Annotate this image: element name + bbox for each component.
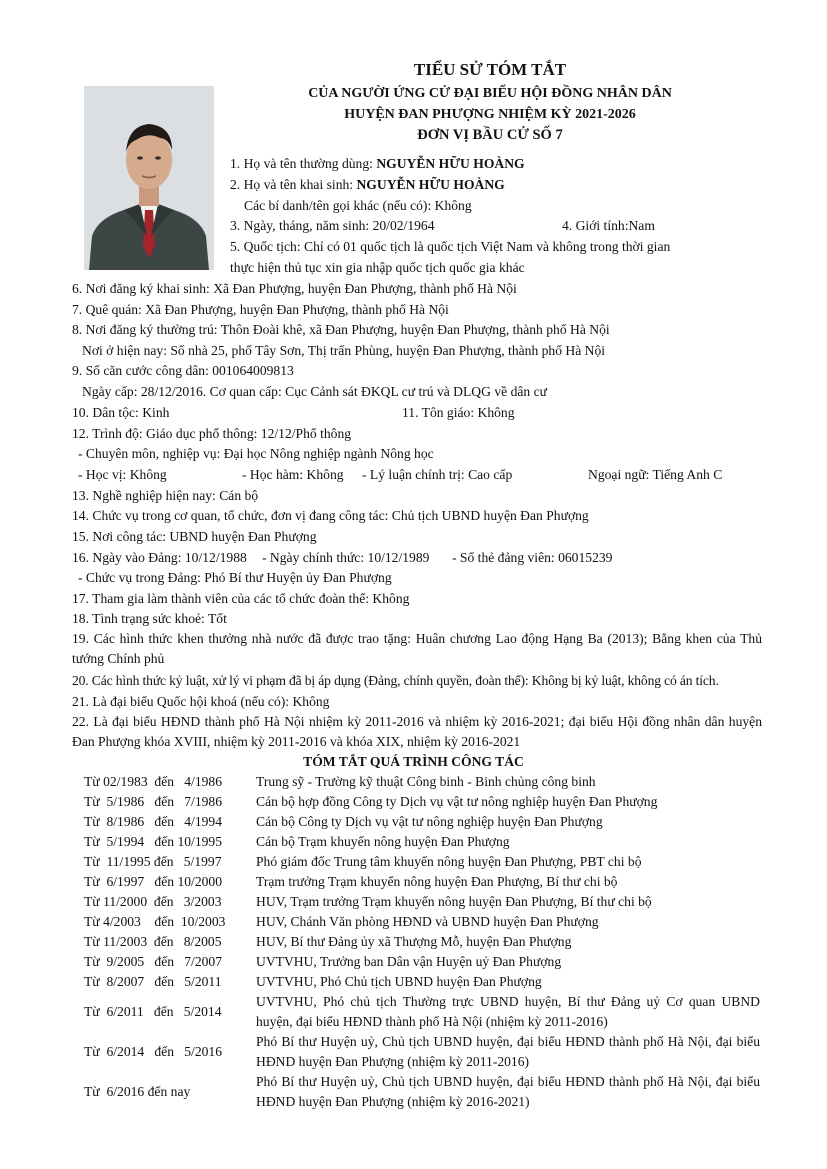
specialty: - Chuyên môn, nghiệp vụ: Đại học Nông nghiệp ngành Nông học [78,446,434,461]
table-row [84,892,760,912]
birth-name-row [230,175,505,195]
ethnicity: 10. Dân tộc: Kinh [72,405,170,420]
common-name-label: 1. Họ và tên thường dùng: [230,156,377,171]
birth-name-label: 2. Họ và tên khai sinh: [230,177,357,192]
birth-name-value: NGUYỄN HỮU HOÀNG [356,177,505,192]
discipline: 20. Các hình thức kỷ luật, xử lý vi phạm đã bị áp dụng (Đảng, chính quyền, đoàn thể): Không bị kỷ luật, không có án tích. [72,673,719,688]
subtitle-line-3: ĐƠN VỊ BẦU CỬ SỐ 7 [417,127,563,143]
work-description: Phó Bí thư Huyện uỷ, Chủ tịch UBND huyện, đại biểu HĐND thành phố Hà Nội, đại biểu HĐND huyện Đan Phượng (nhiệm kỳ 2011-2016) [256,1034,760,1069]
work-description: HUV, Chánh Văn phòng HĐND và UBND huyện Đan Phượng [256,914,599,929]
work-description: UVTVHU, Phó chủ tịch Thường trực UBND huyện, Bí thư Đảng uỷ Cơ quan UBND huyện, đại biểu HĐND thành phố Hà Nội (nhiệm kỳ 2011-2016) [256,994,760,1029]
work-period: Từ 02/1983 đến 4/1986 [84,774,223,789]
hometown: 7. Quê quán: Xã Đan Phượng, huyện Đan Phượng, thành phố Hà Nội [72,302,449,317]
work-period: Từ 5/1994 đến 10/1995 [84,834,223,849]
subtitle-line-2: HUYỆN ĐAN PHƯỢNG NHIỆM KỲ 2021-2026 [344,107,636,122]
work-description: UVTVHU, Trưởng ban Dân vận Huyện uỷ Đan Phượng [256,954,562,969]
work-period: Từ 4/2003 đến 10/2003 [84,914,226,929]
party-card-number: - Số thẻ đảng viên: 06015239 [452,550,613,565]
work-period: Từ 11/2003 đến 8/2005 [84,934,222,949]
table-row [84,872,760,892]
table-row [84,772,760,792]
current-residence: Nơi ở hiện nay: Số nhà 25, phố Tây Sơn, Thị trấn Phùng, huyện Đan Phượng, thành phố Hà Nội [82,343,606,358]
birth-registration: 6. Nơi đăng ký khai sinh: Xã Đan Phượng, huyện Đan Phượng, thành phố Hà Nội [72,281,517,296]
portrait-image [84,86,214,270]
permanent-residence: 8. Nơi đăng ký thường trú: Thôn Đoài khê, xã Đan Phượng, huyện Đan Phượng, thành phố Hà Nội [72,322,610,337]
work-period: Từ 5/1986 đến 7/1986 [84,794,223,809]
national-assembly: 21. Là đại biểu Quốc hội khoá (nếu có): Không [72,694,330,709]
current-position: 14. Chức vụ trong cơ quan, tổ chức, đơn vị đang công tác: Chủ tịch UBND huyện Đan Phượng [72,508,589,523]
work-description: Trạm trưởng Trạm khuyến nông huyện Đan Phượng, Bí thư chi bộ [256,874,618,889]
candidate-photo [84,86,214,270]
work-period: Từ 11/1995 đến 5/1997 [84,854,222,869]
religion: 11. Tôn giáo: Không [402,405,515,420]
academic-degree: - Học vị: Không [78,467,167,482]
work-description: HUV, Bí thư Đảng ủy xã Thượng Mỗ, huyện Đan Phượng [256,934,572,949]
nationality-line-1: 5. Quốc tịch: Chỉ có 01 quốc tịch là quốc tịch Việt Nam và không trong thời gian [230,239,671,254]
work-period: Từ 6/1997 đến 10/2000 [84,874,223,889]
id-number: 9. Số căn cước công dân: 001064009813 [72,363,294,378]
work-history-title: TÓM TẮT QUÁ TRÌNH CÔNG TÁC [303,754,524,769]
table-row [84,952,760,972]
work-description: Cán bộ Trạm khuyến nông huyện Đan Phượng [256,834,510,849]
nationality-line-2: thực hiện thủ tục xin gia nhập quốc tịch quốc gia khác [230,260,525,275]
health-status: 18. Tình trạng sức khoẻ: Tốt [72,611,227,626]
aliases: Các bí danh/tên gọi khác (nếu có): Không [244,198,472,213]
table-row [84,852,760,872]
work-description: UVTVHU, Phó Chủ tịch UBND huyện Đan Phượng [256,974,542,989]
foreign-language: Ngoại ngữ: Tiếng Anh C [588,467,723,482]
workplace: 15. Nơi công tác: UBND huyện Đan Phượng [72,529,317,544]
table-row [84,1072,760,1112]
common-name-row [230,154,525,174]
table-row [84,912,760,932]
work-description: Trung sỹ - Trường kỹ thuật Công binh - Binh chủng công binh [256,774,596,789]
work-description: Cán bộ hợp đồng Công ty Dịch vụ vật tư nông nghiệp huyện Đan Phượng [256,794,658,809]
party-join-date: 16. Ngày vào Đảng: 10/12/1988 [72,550,247,565]
table-row [84,1032,760,1072]
work-period: Từ 11/2000 đến 3/2003 [84,894,222,909]
organizations: 17. Tham gia làm thành viên của các tổ chức đoàn thể: Không [72,591,410,606]
table-row [84,972,760,992]
party-official-date: - Ngày chính thức: 10/12/1989 [262,550,430,565]
education: 12. Trình độ: Giáo dục phổ thông: 12/12/Phổ thông [72,426,352,441]
awards: 19. Các hình thức khen thưởng nhà nước đã được trao tặng: Huân chương Lao động Hạng Ba (2013); Bằng khen của Thủ tướng Chính phủ [72,631,762,666]
work-period: Từ 9/2005 đến 7/2007 [84,954,223,969]
id-issue-info: Ngày cấp: 28/12/2016. Cơ quan cấp: Cục Cảnh sát ĐKQL cư trú và DLQG về dân cư [82,384,547,399]
subtitle-line-1: CỦA NGƯỜI ỨNG CỬ ĐẠI BIỂU HỘI ĐỒNG NHÂN DÂN [308,86,672,101]
work-period: Từ 6/2016 đến nay [84,1084,191,1099]
work-description: Cán bộ Công ty Dịch vụ vật tư nông nghiệp huyện Đan Phượng [256,814,603,829]
work-description: Phó giám đốc Trung tâm khuyến nông huyện Đan Phượng, PBT chi bộ [256,854,642,869]
table-row [84,832,760,852]
occupation: 13. Nghề nghiệp hiện nay: Cán bộ [72,488,259,503]
work-period: Từ 8/2007 đến 5/2011 [84,974,222,989]
political-theory: - Lý luận chính trị: Cao cấp [362,467,513,482]
table-row [84,812,760,832]
document-title: TIỂU SỬ TÓM TẮT [413,60,567,79]
work-period: Từ 8/1986 đến 4/1994 [84,814,223,829]
table-row [84,992,760,1032]
work-description: Phó Bí thư Huyện uỷ, Chủ tịch UBND huyện, đại biểu HĐND thành phố Hà Nội, đại biểu HĐND huyện Đan Phượng (nhiệm kỳ 2016-2021) [256,1074,760,1109]
party-position: - Chức vụ trong Đảng: Phó Bí thư Huyện ủy Đan Phượng [78,570,392,585]
work-description: HUV, Trạm trưởng Trạm khuyến nông huyện Đan Phượng, Bí thư chi bộ [256,894,652,909]
council-membership: 22. Là đại biểu HĐND thành phố Hà Nội nhiệm kỳ 2011-2016 và nhiệm kỳ 2016-2021; đại biểu Hội đồng nhân dân huyện Đan Phượng khóa XVIII, nhiệm kỳ 2011-2016 và khóa XIX, nhiệm kỳ 2016-2021 [72,714,762,749]
academic-title: - Học hàm: Không [242,467,344,482]
work-period: Từ 6/2011 đến 5/2014 [84,1004,222,1019]
table-row [84,792,760,812]
work-history-table [84,772,760,1112]
common-name-value: NGUYỄN HỮU HOÀNG [376,156,525,171]
work-period: Từ 6/2014 đến 5/2016 [84,1044,223,1059]
table-row [84,932,760,952]
gender: 4. Giới tính:Nam [562,218,655,233]
date-of-birth: 3. Ngày, tháng, năm sinh: 20/02/1964 [230,218,435,233]
